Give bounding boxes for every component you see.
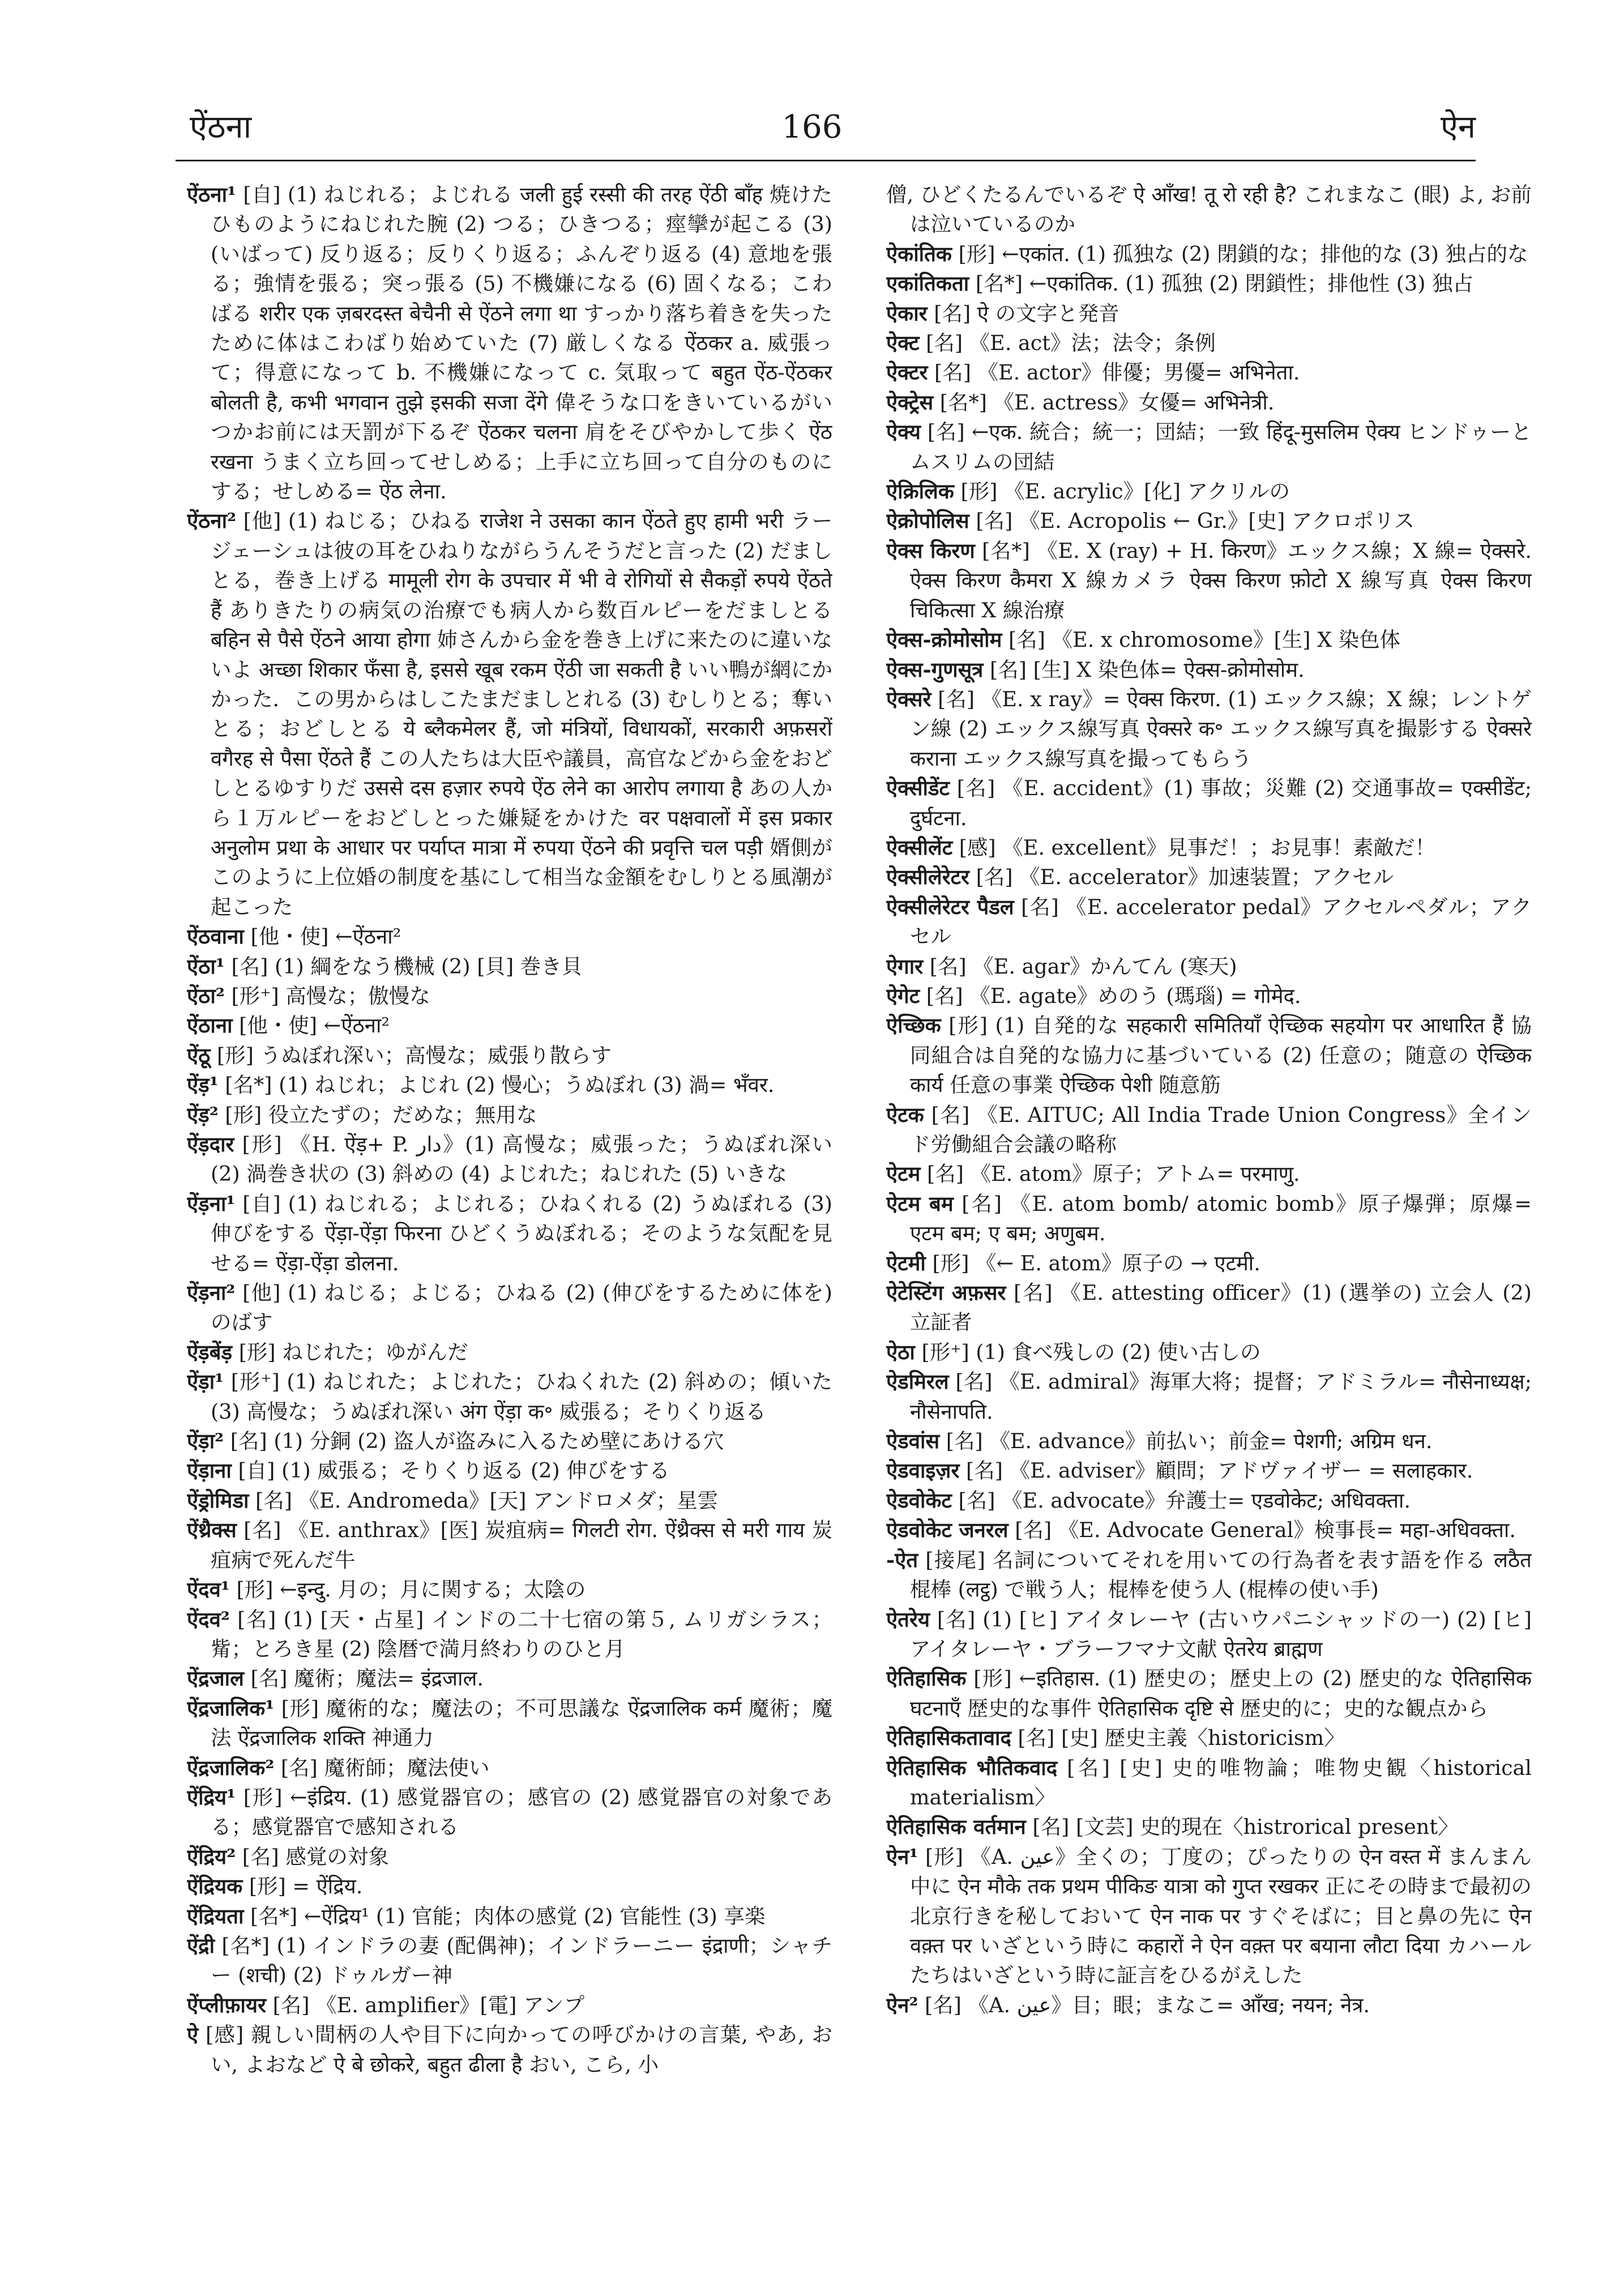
definition-text: [名] 《E. accelerator pedal》アクセルペダル；アクセル [910,894,1532,949]
headword: ऐंद्रियक [187,1874,243,1899]
headword: ऐगेट [886,983,920,1008]
dictionary-entry [187,1070,832,1100]
dictionary-entry [187,1486,832,1516]
definition-text: [形] ←इन्दु. 月の；月に関する；太陰の [229,1577,586,1602]
definition-text: [名] 《E. accelerator》加速装置；アクセル [969,865,1394,890]
definition-text: [名*] ←एकांतिक. (1) 孤独 (2) 閉鎖性；排他性 (3) 独占 [969,271,1474,296]
dictionary-entry [886,1249,1532,1278]
definition-text: [名] 《E. x chromosome》[生] X 染色体 [1002,628,1401,652]
headword: ऐन² [886,1992,918,2017]
definition-text: [名] 《E. agar》かんてん (寒天) [923,954,1237,979]
dictionary-entry [886,269,1532,298]
dictionary-entry [886,1456,1532,1486]
definition-text: [形] 《← E. atom》原子の → एटमी. [925,1250,1260,1275]
headword: ऐक्ट्रेस [886,390,934,415]
dictionary-entry [886,1991,1532,2020]
definition-text: [形] = ऐंद्रिय. [242,1874,363,1899]
dictionary-entry [187,1278,832,1338]
definition-text: [感] 《E. excellent》見事だ！；お見事！素敵だ！ [952,835,1436,860]
definition-text: [形⁺] 高慢な；傲慢な [224,983,430,1008]
definition-text: [名] ←एक. 統合；統一；団結；一致 हिंदू-मुसलिम ऐक्य ヒンドゥーとムスリムの団結 [910,420,1532,474]
headword: ऐतिहासिक [886,1666,967,1691]
definition-text: [名] [生] X 染色体= ऐक्स-क्रोमोसोम. [983,657,1305,682]
dictionary-entry [886,1723,1532,1753]
dictionary-entry [886,358,1532,387]
headword: ऐ [187,2022,199,2047]
dictionary-entry [187,1367,832,1427]
definition-text: [名*] (1) ねじれ；よじれ (2) 慢心；うぬぼれ (3) 渦= भँवर. [218,1073,775,1098]
headword: ऐक्स-गुणसूत्र [886,657,984,682]
headword: ऐक्सीलेरेटर पैडल [886,894,1014,919]
definition-text: [名] 《A. عين》目；眼；まなこ= आँख; नयन; नेत्र. [918,1992,1370,2017]
definition-text: [名] 《E. advocate》弁護士= एडवोकेट; अधिवक्ता. [951,1488,1411,1513]
dictionary-entry [886,1367,1532,1427]
dictionary-entry [886,1189,1532,1249]
headword: ऐडवांस [886,1429,940,1454]
headword: ऐंड़ा² [187,1429,224,1454]
headword: ऐंड़ाना [187,1458,232,1483]
dictionary-entry [886,774,1532,833]
headword: ऐतिहासिकतावाद [886,1726,1011,1751]
definition-text: [他・使] ←ऐंठना² [232,1013,390,1038]
headword: ऐतिहासिक वर्तमान [886,1815,1026,1839]
headword: एकांतिकता [886,271,969,296]
dictionary-entry [886,328,1532,358]
dictionary-entry [187,1456,832,1486]
dictionary-entry [886,1546,1532,1605]
definition-text: [名] 《E. act》法；法令；条例 [919,331,1216,356]
definition-text: [他・使] ←ऐंठना² [243,924,401,949]
headword: ऐंठना¹ [187,182,237,207]
definition-text: [名] ऐ の文字と発音 [927,301,1119,326]
dictionary-entry [886,1278,1532,1338]
headword: ऐक्सीलेरेटर [886,865,969,890]
definition-text: [形] うぬぼれ深い；高慢な；威張り散らす [210,1043,612,1068]
dictionary-entry [187,1694,832,1753]
headword: ऐंठा¹ [187,954,225,979]
definition-text: [名] (1) [ヒ] アイタレーヤ (古いウパニシャッドの一) (2) [ヒ] アイタレーヤ・ブラーフマナ文献 ऐतरेय ब्राह्मण [910,1607,1532,1661]
right-column [886,180,1532,2230]
definition-text: [接尾] 名詞についてそれを用いての行為者を表す語を作る लठैत 棍棒 (लट्ठ) で戦う人；棍棒を使う人 (棍棒の使い手) [910,1547,1532,1602]
definition-text: [名] [史] 歴史主義〈historicism〉 [1011,1726,1345,1751]
definition-text: [名] [文芸] 史的現在〈histrorical present〉 [1025,1815,1459,1839]
definition-text: [形] 役立たずの；だめな；無用な [218,1102,537,1127]
definition-text: [名] 《E. agate》めのう (瑪瑙) = गोमेद. [920,983,1301,1008]
headword: ऐन¹ [886,1844,918,1869]
headword: ऐंठाना [187,1013,233,1038]
headword: ऐतिहासिक भौतिकवाद [886,1755,1058,1780]
headword: ऐक्ट [886,331,920,356]
definition-text: [名] (1) [天・占星] インドの二十七宿の第５, ムリガシラス；觜；とろき星 (2) 陰暦で満月終わりのひと月 [211,1607,832,1661]
definition-text: [名] 《E. atom》原子；アトム= परमाणु. [920,1162,1300,1186]
dictionary-entry [886,1338,1532,1367]
dictionary-entry [886,1011,1532,1100]
dictionary-entry [187,1041,832,1070]
dictionary-entry [886,1427,1532,1456]
headword: ऐटक [886,1102,924,1127]
definition-text: [形] ←एकांत. (1) 孤独な (2) 閉鎖的な；排他的な (3) 独占的な [951,241,1528,266]
headword: ऐंड़² [187,1102,219,1127]
headword: ऐक्य [886,420,921,445]
headword: ऐंद्री [187,1933,215,1958]
dictionary-entry [187,1664,832,1693]
dictionary-entry [886,981,1532,1011]
headword: ऐंठू [187,1043,211,1068]
headword: ऐगार [886,954,924,979]
headword: ऐटम [886,1162,921,1186]
definition-text: [形] ←इंद्रिय. (1) 感覚器官の；感官の (2) 感覚器官の対象である；感覚器官で感知される [211,1785,832,1839]
headword: ऐंड़ना¹ [187,1191,236,1216]
headword: ऐंद्रजालिक² [187,1755,275,1780]
headword: ऐंद्रिय² [187,1844,236,1869]
dictionary-entry [886,506,1532,536]
headword: ऐंद्रजालिक¹ [187,1696,275,1721]
definition-text: [形] 《H. ऐंड़+ P. دار》(1) 高慢な；威張った；うぬぼれ深い (2) 渦巻き状の (3) 斜めの (4) よじれた；ねじれた (5) いきな [211,1132,832,1186]
dictionary-entry [187,1427,832,1456]
headword: ऐंड्रोमिडा [187,1488,249,1513]
headword: ऐंठवाना [187,924,244,949]
definition-text: [名] 《E. AITUC; All India Trade Union Congress》全インド労働組合会議の略称 [910,1102,1532,1156]
dictionary-entry [187,1011,832,1040]
definition-text: [他] (1) ねじる；ひねる राजेश ने उसका कान ऐंठते हुए हामी भरी ラージェーシュは彼の耳をひねりながらうんそうだと言った (2) だましとる，巻き上げる मामूली रोग के उपचार में भी वे रोगियों से सैकड़ों रुपये ऐंठते हैं ありきたりの病気の治療でも病人から数百ルピーをだましとる बहिन से पैसे ऐंठने आया होगा 姉さんから金を巻き上げに来たのに違いないよ अच्छा शिकार फँसा है, इससे खूब रकम ऐंठी जा सकती है いい鴨が網にかかった．この男からはしこたまだましとれる (3) むしりとる；奪いとる；おどしとる ये ब्लैकमेलर हैं, जो मंत्रियों, विधायकों, सरकारी अफ़सरों वगैरह से पैसा ऐंठते हैं この人たちは大臣や議員，高官などから金をおどしとるゆすりだ उससे दस हज़ार रुपये ऐंठ लेने का आरोप लगाया है あの人から１万ルピーをおどしとった嫌疑をかけた वर पक्षवालों में इस प्रकार अनुलोम प्रथा के आधार पर पर्याप्त मात्रा में रुपया ऐंठने की प्रवृत्ति चल पड़ी 婿側がこのように上位婚の制度を基にして相当な金額をむしりとる風潮が起こった [211,509,832,919]
definition-text: [名] (1) 分銅 (2) 盗人が盗みに入るため壁にあける穴 [224,1429,724,1454]
dictionary-entry [886,1100,1532,1160]
headword: ऐक्सीडेंट [886,776,950,801]
headword: ऐक्रोपोलिस [886,509,969,533]
headword: ऐडमिरल [886,1369,949,1394]
definition-text: [自] (1) ねじれる；よじれる जली हुई रस्सी की तरह ऐंठी बाँह 焼けたひものようにねじれた腕 (2) つる；ひきつる；痙攣が起こる (3) (いばって) 反り返る；反りくり返る；ふんぞり返る (4) 意地を張る；強情を張る；突っ張る (5) 不機嫌になる (6) 固くなる；こわばる शरीर एक ज़बरदस्त बेचैनी से ऐंठने लगा था すっかり落ち着きを失ったために体はこわばり始めていた (7) 厳しくなる ऐंठकर a. 威張って；得意になって b. 不機嫌になって c. 気取って बहुत ऐंठ-ऐंठकर बोलती है, कभी भगवान तुझे इसकी सजा देंगे 偉そうな口をきいているがいつかお前には天罰が下るぞ ऐंठकर चलना 肩をそびやかして歩く ऐंठ रखना うまく立ち回ってせしめる；上手に立ち回って自分のものにする；せしめる= ऐंठ लेना. [211,182,832,504]
definition-text: [名*] ←ऐंद्रिय¹ (1) 官能；肉体の感覚 (2) 官能性 (3) 享楽 [243,1903,766,1928]
headword: ऐटेस्टिंग अफ़सर [886,1281,1006,1305]
definition-text: [形⁺] (1) ねじれた；よじれた；ひねくれた (2) 斜めの；傾いた (3) 高慢な；うぬぼれ深い अंग ऐंड़ा क॰ 威張る；そりくり返る [211,1369,832,1424]
dictionary-entry [886,1753,1532,1813]
dictionary-entry [187,1931,832,1991]
definition-text: [形] 《A. عين》全くの；丁度の；ぴったりの ऐन वस्त में まんまん中に ऐन मौके तक प्रथम पीकिङ यात्रा को गुप्त रखकर 正にその時まで最初の北京行きを秘しておいて ऐन नाक पर すぐそばに；目と鼻の先に ऐन वक़्त पर いざという時に कहारों ने ऐन वक़्त पर बयाना लौटा दिया カハールたちはいざという時に証言をひるがえした [910,1844,1532,1988]
page-number: 166 [781,109,843,146]
definition-text: [名] 感覚の対象 [236,1844,389,1869]
dictionary-entry [187,1872,832,1901]
headword: ऐंद्रजाल [187,1666,244,1691]
dictionary-entry [187,1783,832,1842]
dictionary-entry [886,180,1532,240]
headword: ऐकांतिक [886,241,952,266]
definition-text: [名] 《E. advance》前払い；前金= पेशगी; अग्रिम धन. [939,1429,1433,1454]
definition-text: 僧, ひどくたるんでいるぞ ऐ आँख! तू रो रही है? これまなこ (眼) よ, お前は泣いているのか [886,182,1532,237]
dictionary-entry [187,1605,832,1664]
headword: ऐंदव¹ [187,1577,230,1602]
dictionary-entry [886,655,1532,685]
definition-text: [他] (1) ねじる；よじる；ひねる (2) (伸びをするために体を) のばす [211,1281,832,1335]
dictionary-entry [187,922,832,951]
headword: ऐकार [886,301,928,326]
dictionary-entry [886,1812,1532,1842]
dictionary-entry [187,180,832,506]
definition-text: [名] 《E. accident》(1) 事故；災難 (2) 交通事故= एक्सीडेंट; दुर्घटना. [910,776,1532,830]
dictionary-entry [886,833,1532,863]
dictionary-entry [187,1338,832,1367]
definition-text: [形] ←इतिहास. (1) 歴史の；歴史上の (2) 歴史的な ऐतिहासिक घटनाएँ 歴史的な事件 ऐतिहासिक दृष्टि से 歴史的に；史的な観点から [910,1666,1532,1721]
definition-text: [名] 《E. adviser》顧問；アドヴァイザー = सलाहकार. [959,1458,1473,1483]
dictionary-entry [187,2020,832,2080]
definition-text: [名] (1) 綱をなう機械 (2) [貝] 巻き貝 [224,954,583,979]
dictionary-entry [187,1902,832,1931]
headword: ऐंद्रियता [187,1903,244,1928]
definition-text: [名*] (1) インドラの妻 (配偶神)；インドラーニー इंद्राणी；シャチー (शची) (2) ドゥルガー神 [211,1933,832,1988]
definition-text: [名] 《E. attesting officer》(1) (選挙の) 立会人 (2) 立証者 [910,1281,1532,1335]
dictionary-entry [187,1100,832,1130]
headword: ऐक्स-क्रोमोसोम [886,628,1002,652]
header-rule [176,160,1476,161]
dictionary-entry [886,1486,1532,1516]
definition-text: [形] 魔術的な；魔法の；不可思議な ऐंद्रजालिक कर्म 魔術；魔法 ऐंद्रजालिक शक्ति 神通力 [211,1696,832,1751]
headword: ऐडवोकेट [886,1488,952,1513]
dictionary-entry [886,685,1532,774]
headword: -ऐत [886,1547,918,1572]
definition-text: [名] 《E. atom bomb/ atomic bomb》原子爆弾；原爆= एटम बम; ए बम; अणुबम. [910,1191,1532,1246]
left-column [187,180,832,2230]
definition-text: [形⁺] (1) 食べ残しの (2) 使い古しの [914,1339,1261,1364]
headword: ऐंदव² [187,1607,230,1632]
headword: ऐंठना² [187,509,237,533]
dictionary-entry [886,1159,1532,1189]
headword: ऐक्टर [886,360,928,385]
dictionary-entry [187,1189,832,1278]
headword: ऐंड़ा¹ [187,1369,224,1394]
headword: ऐक्स किरण [886,538,975,563]
dictionary-entry [187,1130,832,1189]
headword: ऐंड़ना² [187,1281,236,1305]
definition-text: [名] 魔術；魔法= इंद्रजाल. [243,1666,484,1691]
left-guide-word: ऐंठना [190,109,252,146]
definition-text: [感] 親しい間柄の人や目下に向かっての呼びかけの言葉, やあ, おい, よおなど ऐ बे छोकरे, बहुत ढीला है おい, こら, 小 [198,2022,832,2077]
definition-text: [名*] 《E. actress》女優= अभिनेत्री. [933,390,1275,415]
definition-text: [名] 《E. Acropolis ← Gr.》[史] アクロポリス [969,509,1415,533]
headword: ऐतरेय [886,1607,930,1632]
dictionary-entry [886,536,1532,625]
headword: ऐटम बम [886,1191,954,1216]
headword: ऐटमी [886,1250,926,1275]
headword: ऐक्सीलेंट [886,835,953,860]
dictionary-entry [187,1575,832,1604]
dictionary-entry [886,1516,1532,1545]
dictionary-entry [187,506,832,922]
headword: ऐंड़दार [187,1132,234,1156]
dictionary-entry [886,477,1532,506]
headword: ऐडवोकेट जनरल [886,1518,1008,1543]
dictionary-entry [886,388,1532,417]
definition-text: [名] 《E. anthrax》[医] 炭疽病= गिलटी रोग. ऐंथ्रैक्स से मरी गाय 炭疽病で死んだ牛 [211,1518,832,1572]
dictionary-entry [886,1664,1532,1723]
headword: ऐठा [886,1339,915,1364]
definition-text: [名] 《E. admiral》海軍大将；提督；アドミラル= नौसेनाध्यक्ष; नौसेनापति. [910,1369,1532,1424]
headword: ऐंड़बेंड़ [187,1339,233,1364]
dictionary-entry [187,1516,832,1575]
dictionary-entry [886,1842,1532,1991]
definition-text: [名] 《E. Advocate General》検事長= महा-अधिवक्ता. [1008,1518,1516,1543]
dictionary-entry [886,893,1532,952]
definition-text: [名*] 《E. X (ray) + H. किरण》エックス線；X 線= ऐक्सरे. ऐक्स किरण कैमरा X 線カメラ ऐक्स किरण फ़ोटो X 線写真 ऐक्स किरण चिकित्सा X 線治療 [910,538,1532,622]
dictionary-entry [886,299,1532,328]
headword: ऐडवाइज़र [886,1458,960,1483]
definition-text: [形] 《E. acrylic》[化] アクリルの [954,479,1290,504]
headword: ऐक्सरे [886,686,931,711]
headword: ऐंड़¹ [187,1073,219,1098]
definition-text: [自] (1) ねじれる；よじれる；ひねくれる (2) うぬぼれる (3) 伸びをする ऐंड़ा-ऐंड़ा फिरना ひどくうぬぼれる；そのような気配を見せる= ऐंड़ा-ऐंड़ा डोलना. [211,1191,832,1275]
dictionary-entry [187,1991,832,2020]
definition-text: [名] 《E. Andromeda》[天] アンドロメダ；星雲 [249,1488,719,1513]
dictionary-entry [886,1605,1532,1664]
headword: ऐंप्लीफ़ायर [187,1992,266,2017]
dictionary-entry [886,240,1532,269]
dictionary-entry [187,1753,832,1783]
headword: ऐक्रिलिक [886,479,954,504]
definition-text: [形] ねじれた；ゆがんだ [232,1339,468,1364]
dictionary-entry [187,981,832,1011]
headword: ऐच्छिक [886,1013,941,1038]
dictionary-entry [886,417,1532,477]
dictionary-entry [886,863,1532,892]
definition-text: [形] (1) 自発的な सहकारी समितियाँ ऐच्छिक सहयोग पर आधारित हैं 協同組合は自発的な協力に基づいている (2) 任意の；随意の ऐच्छिक कार्य 任意の事業 ऐच्छिक पेशी 随意筋 [910,1013,1532,1098]
definition-text: [自] (1) 威張る；そりくり返る (2) 伸びをする [231,1458,670,1483]
definition-text: [名] 《E. actor》俳優；男優= अभिनेता. [928,360,1300,385]
dictionary-entry [187,952,832,981]
definition-text: [名] [史] 史的唯物論；唯物史観〈historical materialism〉 [910,1755,1532,1809]
definition-text: [名] 魔術師；魔法使い [274,1755,490,1780]
right-guide-word: ऐन [1440,109,1476,146]
dictionary-entry [187,1842,832,1872]
headword: ऐंथ्रैक्स [187,1518,237,1543]
dictionary-entry [886,625,1532,655]
headword: ऐंठा² [187,983,225,1008]
definition-text: [名] 《E. x ray》= ऐक्स किरण. (1) エックス線；X 線；レントゲン線 (2) エックス線写真 ऐक्सरे क॰ エックス線写真を撮影する ऐक्सरे कराना エックス線写真を撮ってもらう [910,686,1532,771]
definition-text: [名] 《E. amplifier》[電] アンプ [266,1992,585,2017]
dictionary-entry [886,952,1532,981]
headword: ऐंद्रिय¹ [187,1785,236,1809]
